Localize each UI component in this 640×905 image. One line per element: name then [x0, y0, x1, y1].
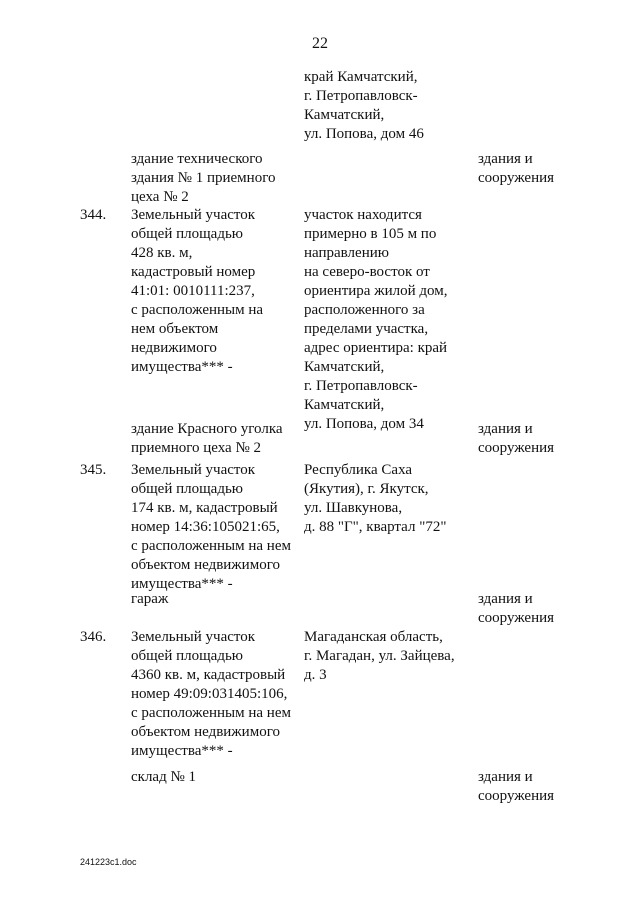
row-number: 344. [80, 207, 107, 223]
address-cell: Магаданская область, г. Магадан, ул. Зайцева, д. 3 [304, 629, 455, 683]
address-cell: участок находится примерно в 105 м по направлению на северо-восток от ориентира жилой дом, расположенного за пределами участка, адрес ориентира: край Камчатский, г. Петропавловск- Камчатский, ул. Попова, дом 34 [304, 207, 448, 432]
footer-filename: 241223c1.doc [80, 857, 137, 867]
description-cell: Земельный участок общей площадью 428 кв. м, кадастровый номер 41:01: 0010111:237, с расположенным на нем объектом недвижимого имущества*** - [131, 207, 264, 375]
row-number: 345. [80, 462, 107, 478]
description-cell: Земельный участок общей площадью 4360 кв. м, кадастровый номер 49:09:031405:106, с расположенным на нем объектом недвижимого имущества*** - [131, 629, 291, 759]
description-cell: Земельный участок общей площадью 174 кв. м, кадастровый номер 14:36:105021:65, с расположенным на нем объектом недвижимого имущества*** - [131, 462, 291, 592]
type-cell: здания и сооружения [478, 151, 555, 186]
description-cell: гараж [131, 591, 169, 607]
description-cell: здание технического здания № 1 приемного цеха № 2 [131, 151, 276, 205]
address-cell: край Камчатский, г. Петропавловск- Камчатский, ул. Попова, дом 46 [304, 69, 424, 142]
type-cell: здания и сооружения [478, 769, 555, 804]
address-cell: Республика Саха (Якутия), г. Якутск, ул. Шавкунова, д. 88 "Г", квартал "72" [304, 462, 447, 535]
description-cell: склад № 1 [131, 769, 197, 785]
page-number: 22 [312, 35, 328, 52]
type-cell: здания и сооружения [478, 591, 555, 626]
type-cell: здания и сооружения [478, 421, 555, 456]
description-cell: здание Красного уголка приемного цеха № 2 [131, 421, 283, 456]
row-number: 346. [80, 629, 107, 645]
